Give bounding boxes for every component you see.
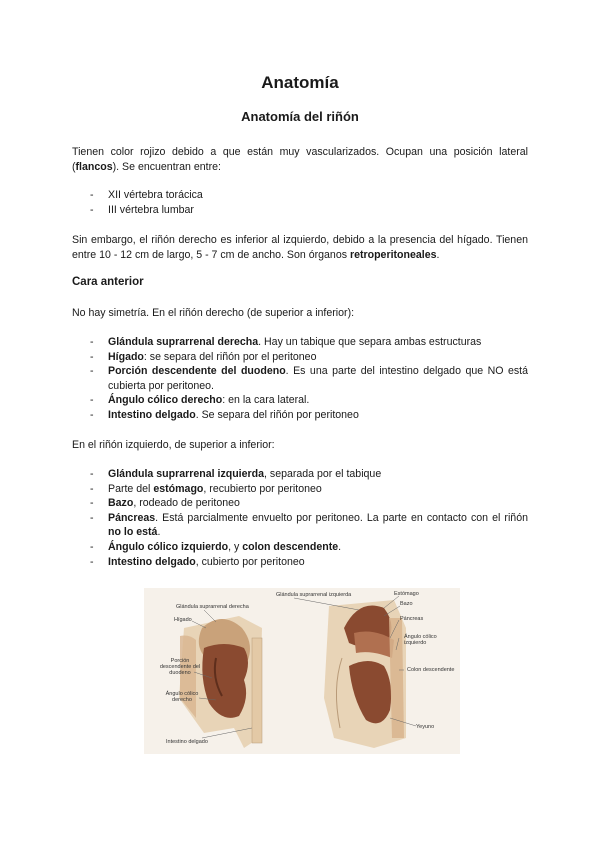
list-item: - Glándula suprarrenal derecha. Hay un tabique que separa ambas estructuras [72, 335, 528, 350]
label-jejunum: Yeyuno [416, 724, 435, 730]
left-kidney-intro: En el riñón izquierdo, de superior a inferior: [72, 439, 275, 451]
left-kidney-drawing [324, 600, 406, 748]
label-small-intestine: Intestino delgado [166, 739, 208, 745]
right-kidney-intro: No hay simetría. En el riñón derecho (de superior a inferior): [72, 307, 355, 319]
list-item: - Intestino delgado, cubierto por peritoneo [72, 555, 528, 570]
label-stomach: Estómago [394, 591, 419, 597]
list-item: - Intestino delgado. Se separa del riñón por peritoneo [72, 408, 528, 423]
list-item: - Porción descendente del duodeno. Es una parte del intestino delgado que NO está cubierta por peritoneo. [72, 364, 528, 393]
list-item: - Páncreas. Está parcialmente envuelto por peritoneo. La parte en contacto con el riñón no lo está. [72, 511, 528, 540]
page-title: Anatomía [261, 73, 339, 92]
right-kidney-drawing [179, 616, 262, 748]
list-item: - Bazo, rodeado de peritoneo [72, 496, 528, 511]
list-item: - Ángulo cólico izquierdo, y colon descendente. [72, 540, 528, 555]
list-item: - Parte del estómago, recubierto por peritoneo [72, 482, 528, 497]
label-descending-colon: Colon descendente [407, 667, 455, 673]
label-duodenum: Porción descendente del duodeno [159, 658, 201, 676]
page-subtitle: Anatomía del riñón [241, 109, 359, 124]
section-title: Cara anterior [72, 276, 144, 288]
size-paragraph: Sin embargo, el riñón derecho es inferior al izquierdo, debido a la presencia del hígado. Tienen entre 10 - 12 cm de largo, 5 - 7 cm de ancho. Son órganos retroperitoneales. [72, 234, 528, 261]
label-right-adrenal: Glándula suprarrenal derecha [176, 604, 249, 610]
left-kidney-list [72, 467, 528, 569]
label-pancreas: Páncreas [400, 616, 424, 622]
label-liver: Hígado [174, 617, 192, 623]
label-left-colic-angle: Ángulo cólico izquierdo [404, 634, 437, 646]
list-item: - XII vértebra torácica [72, 188, 528, 203]
intro-paragraph: Tienen color rojizo debido a que están muy vascularizados. Ocupan una posición lateral (flancos). Se encuentran entre: [72, 146, 528, 173]
right-kidney-list [72, 335, 528, 423]
kidney-anatomy-figure [144, 588, 460, 754]
label-right-colic-angle: Ángulo cólico derecho [165, 691, 199, 703]
vertebrae-list [72, 188, 528, 217]
list-item: - Glándula suprarrenal izquierda, separada por el tabique [72, 467, 528, 482]
list-item: - Hígado: se separa del riñón por el peritoneo [72, 350, 528, 365]
label-left-adrenal: Glándula suprarrenal izquierda [276, 592, 352, 598]
list-item: - III vértebra lumbar [72, 203, 528, 218]
list-item: - Ángulo cólico derecho: en la cara lateral. [72, 393, 528, 408]
label-spleen: Bazo [400, 601, 413, 607]
